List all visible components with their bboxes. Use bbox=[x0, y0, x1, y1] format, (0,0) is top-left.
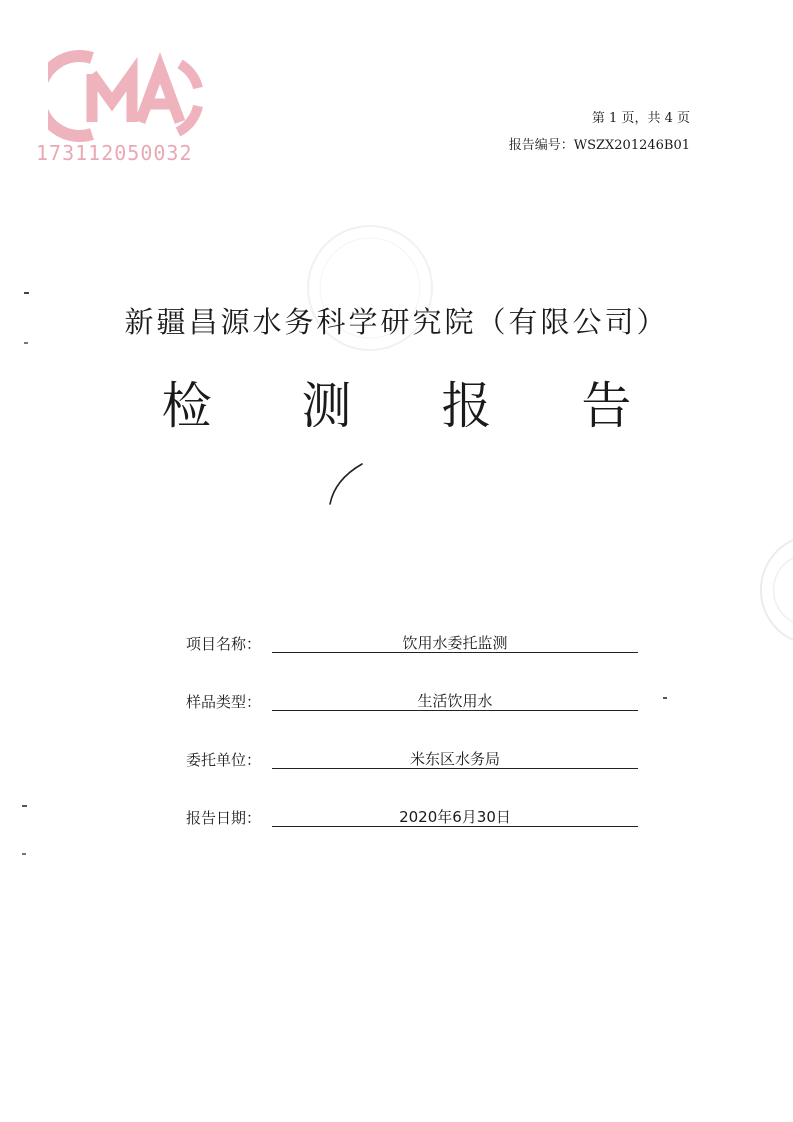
field-label: 报告日期： bbox=[186, 809, 262, 827]
field-row-report-date bbox=[186, 806, 638, 864]
field-label: 委托单位： bbox=[186, 751, 262, 769]
report-number bbox=[509, 134, 690, 153]
cma-certification-stamp bbox=[36, 48, 216, 166]
field-value: 生活饮用水 bbox=[272, 690, 638, 711]
cma-certificate-number: 173112050032 bbox=[36, 141, 193, 165]
field-row-project-name bbox=[186, 632, 638, 690]
organization-name: 新疆昌源水务科学研究院（有限公司） bbox=[124, 305, 669, 339]
field-label: 项目名称： bbox=[186, 635, 262, 653]
field-label: 样品类型： bbox=[186, 693, 262, 711]
report-info-fields bbox=[186, 632, 638, 864]
scan-tick-mark bbox=[24, 292, 30, 296]
field-value: 2020年6月30日 bbox=[272, 806, 638, 827]
field-value: 米东区水务局 bbox=[272, 748, 638, 769]
scan-tick-mark bbox=[24, 342, 30, 346]
field-row-sample-type bbox=[186, 690, 638, 748]
cma-logo-icon bbox=[48, 48, 208, 143]
page-number-info: 第 1 页，共 4 页 bbox=[591, 111, 690, 126]
field-row-client bbox=[186, 748, 638, 806]
pen-stroke-mark bbox=[326, 462, 366, 506]
field-value: 饮用水委托监测 bbox=[272, 632, 638, 653]
scan-tick-mark bbox=[663, 697, 669, 701]
report-title: 检 测 报 告 bbox=[161, 377, 669, 435]
scan-tick-mark bbox=[22, 853, 28, 857]
report-number-value: WSZX201246B01 bbox=[573, 138, 690, 153]
report-number-label: 报告编号： bbox=[508, 138, 574, 153]
edge-seal-fragment bbox=[753, 530, 793, 650]
scan-tick-mark bbox=[22, 805, 28, 809]
